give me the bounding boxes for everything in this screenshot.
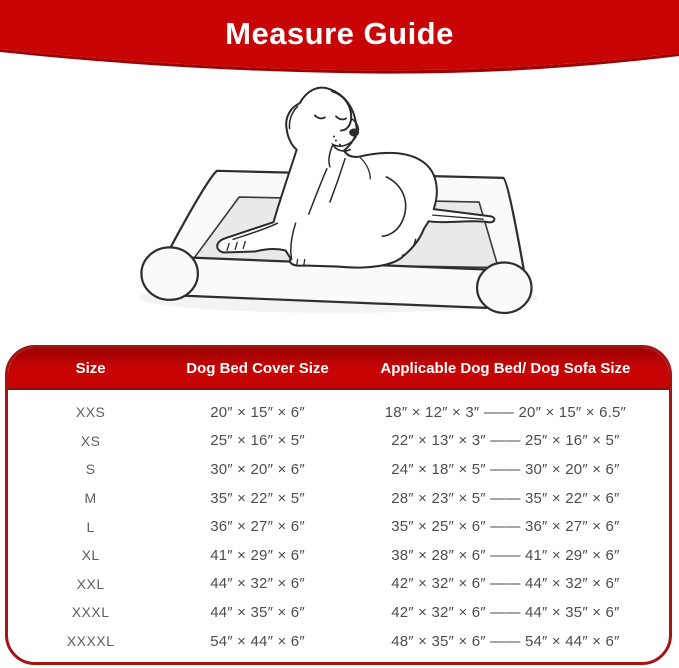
- cell-cover: 30″ × 20″ × 6″: [210, 460, 305, 478]
- cell-applicable: 22″ × 13″ × 3″ —— 25″ × 16″ × 5″: [391, 432, 620, 450]
- cell-size: XXL: [76, 575, 105, 592]
- cell-cover: 20″ × 15″ × 6″: [210, 403, 305, 421]
- cell-applicable: 42″ × 32″ × 6″ —— 44″ × 35″ × 6″: [391, 603, 620, 621]
- table-row: [8, 541, 669, 570]
- cell-applicable: 28″ × 23″ × 5″ —— 35″ × 22″ × 6″: [391, 489, 620, 507]
- table-row: [8, 398, 669, 427]
- table-row: [8, 512, 669, 541]
- header-applicable-size: Applicable Dog Bed/ Dog Sofa Size: [380, 359, 631, 377]
- cell-cover: 41″ × 29″ × 6″: [210, 546, 305, 564]
- table-row: [8, 627, 669, 656]
- cell-cover: 35″ × 22″ × 5″: [210, 489, 305, 507]
- dog-bed-illustration: [128, 70, 552, 322]
- banner: [0, 0, 679, 80]
- cell-size: XXS: [75, 404, 106, 421]
- table-row: [8, 598, 669, 627]
- cell-applicable: 42″ × 32″ × 6″ —— 44″ × 32″ × 6″: [391, 575, 620, 593]
- cell-size: XXXXL: [66, 633, 115, 650]
- cell-cover: 44″ × 32″ × 6″: [210, 575, 305, 593]
- page-title: Measure Guide: [225, 16, 454, 51]
- table-row: [8, 570, 669, 599]
- size-table: [5, 345, 672, 665]
- table-row: [8, 427, 669, 456]
- cell-size: S: [85, 461, 96, 478]
- table-row: [8, 484, 669, 513]
- cell-size: XXXL: [71, 604, 110, 621]
- table-row: [8, 455, 669, 484]
- cell-size: L: [86, 518, 95, 535]
- header-size: Size: [75, 359, 106, 377]
- header-cover-size: Dog Bed Cover Size: [186, 359, 329, 377]
- cell-applicable: 18″ × 12″ × 3″ —— 20″ × 15″ × 6.5″: [384, 403, 627, 421]
- cell-cover: 44″ × 35″ × 6″: [210, 603, 305, 621]
- dog-on-bed-icon: [128, 70, 552, 322]
- cell-size: XS: [80, 432, 101, 449]
- cell-size: XL: [81, 547, 100, 564]
- size-table-header: [8, 348, 669, 390]
- cell-applicable: 48″ × 35″ × 6″ —— 54″ × 44″ × 6″: [391, 632, 620, 650]
- cell-size: M: [84, 490, 97, 507]
- size-table-body: [8, 390, 669, 655]
- cell-applicable: 38″ × 28″ × 6″ —— 41″ × 29″ × 6″: [391, 546, 620, 564]
- cell-cover: 36″ × 27″ × 6″: [210, 518, 305, 536]
- cell-applicable: 35″ × 25″ × 6″ —— 36″ × 27″ × 6″: [391, 518, 620, 536]
- cell-cover: 54″ × 44″ × 6″: [210, 632, 305, 650]
- cell-cover: 25″ × 16″ × 5″: [210, 432, 305, 450]
- cell-applicable: 24″ × 18″ × 5″ —— 30″ × 20″ × 6″: [391, 460, 620, 478]
